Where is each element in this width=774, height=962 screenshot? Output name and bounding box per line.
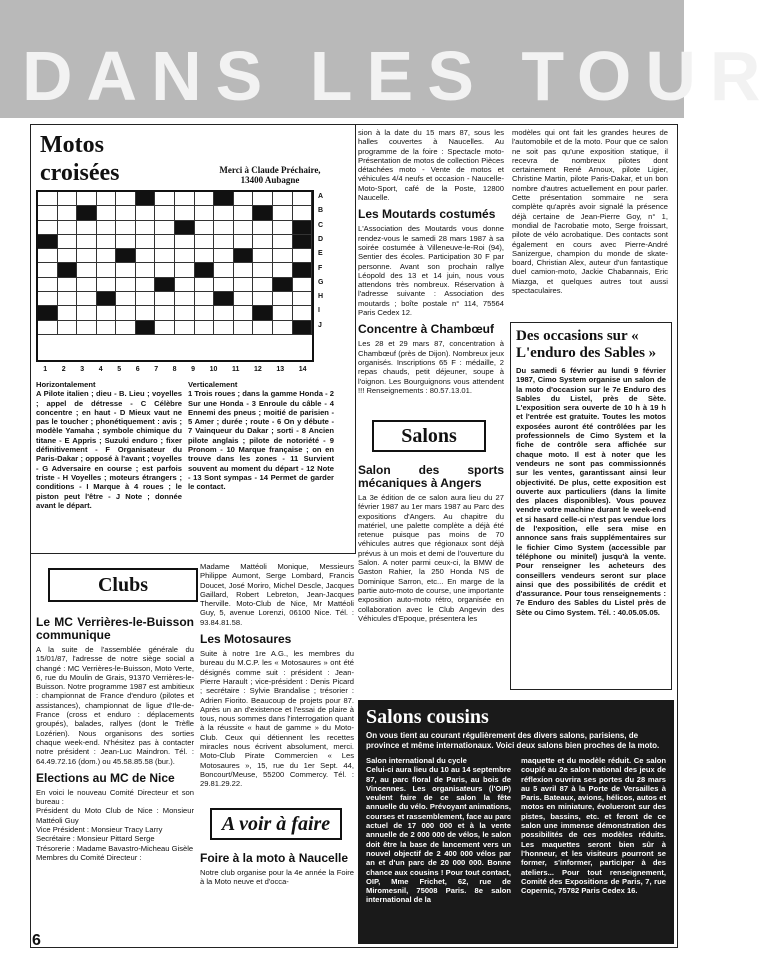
header-banner <box>0 0 774 118</box>
grid-cell <box>38 278 58 292</box>
grid-cell <box>293 321 313 335</box>
col-label: 10 <box>209 366 218 373</box>
row-label: J <box>318 321 322 329</box>
grid-cell <box>116 306 136 320</box>
grid-cell <box>293 278 313 292</box>
occasions-text: Du samedi 6 février au lundi 9 février 1987, Cimo System organise un salon de la moto d'occasion sur le 7e Enduro des Sables du Listel, près de Sète. L'exposition sera ouverte de 10 h à 19 h et l'entrée est gratuite. Toutes les motos exposées auront été contrôlées par les professionnels de Cimo System et la fiche de contrôle sera affichée sur chaque moto. Il est à noter que les vendeurs ne sont pas commissionnés sur les ventes, garantissant ainsi leur objectivité. De plus, cette exposition est ouverte aux particuliers (dans la limite des places disponibles). Vous pouvez vendre votre machine durant le week-end et si hasard celle-ci n'est pas vendue lors de l'exposition, elle sera mise en annonce sans frais supplémentaires sur le fichier Cimo System (accessible par téléphone ou minitel) jusqu'à la vente. Pour renseigner les acheteurs des conseillers vendeurs seront sur place ainsi que des possibilités de crédit et d'assurance. Pour tous renseignements : 7e Enduro des Sables du Listel près de Sète ou Cimo System. Tél. : 40.05.05.05. <box>516 366 666 617</box>
angers-title: Salon des sports mécaniques à Angers <box>358 463 504 490</box>
grid-cell <box>175 292 195 306</box>
grid-cell <box>293 306 313 320</box>
grid-cell <box>77 292 97 306</box>
grid-cell <box>273 263 293 277</box>
grid-cell <box>38 206 58 220</box>
grid-cell <box>155 249 175 263</box>
grid-cell <box>38 249 58 263</box>
motosaures-title: Les Motosaures <box>200 632 292 647</box>
horizontal-clues <box>36 380 182 548</box>
grid-cell <box>77 306 97 320</box>
row-label: E <box>318 250 323 258</box>
row-label: D <box>318 235 324 243</box>
col-label: 2 <box>61 366 66 373</box>
grid-cell <box>273 249 293 263</box>
grid-cell <box>273 321 293 335</box>
col-label: 13 <box>276 366 285 373</box>
crossword-grid <box>36 190 314 362</box>
grid-cell <box>234 292 254 306</box>
col-label: 9 <box>191 366 196 373</box>
grid-cell <box>97 192 117 206</box>
row-label: I <box>318 307 320 315</box>
crossword-col-labels <box>36 366 314 373</box>
grid-cell <box>77 249 97 263</box>
grid-cell <box>155 321 175 335</box>
grid-cell <box>273 306 293 320</box>
grid-cell <box>97 221 117 235</box>
grid-cell <box>195 221 215 235</box>
grid-cell <box>214 263 234 277</box>
grid-cell <box>77 206 97 220</box>
grid-cell <box>175 321 195 335</box>
grid-cell <box>234 221 254 235</box>
grid-cell <box>195 278 215 292</box>
grid-cell <box>234 235 254 249</box>
nice-intro: En voici le nouveau Comité Directeur et son bureau : <box>36 787 194 807</box>
moutards-text: L'Association des Moutards vous donne rendez-vous le samedi 28 mars 1987 à sa soirée costumée à Villeneuve-le-Roi (94), Sentier des écoles. Participation 30 F par personne. Avant son prochain rallye Léopold des 13 et 14 juin, nous vous attendons très nombreux. Réservation à l'adresse suivante : Association des moutards ; boîte postale n° 114, 75564 Paris Cedex 12. <box>358 224 504 318</box>
foire-text: Notre club organise pour la 4e année la Foire à la Moto neuve et d'occa- <box>200 868 354 887</box>
grid-cell <box>273 192 293 206</box>
grid-cell <box>58 221 78 235</box>
grid-cell <box>293 192 313 206</box>
grid-cell <box>58 292 78 306</box>
grid-cell <box>77 263 97 277</box>
nice-line: Vice Président : Monsieur Tracy Larry <box>36 825 163 835</box>
vertical-clues <box>188 380 334 548</box>
grid-cell <box>273 235 293 249</box>
grid-cell <box>273 292 293 306</box>
grid-cell <box>136 306 156 320</box>
grid-cell <box>136 278 156 292</box>
grid-cell <box>97 292 117 306</box>
grid-cell <box>155 192 175 206</box>
grid-cell <box>97 306 117 320</box>
grid-cell <box>253 321 273 335</box>
grid-cell <box>77 235 97 249</box>
grid-cell <box>175 249 195 263</box>
grid-cell <box>175 278 195 292</box>
grid-cell <box>97 263 117 277</box>
col-label: 8 <box>172 366 177 373</box>
foire-title: Foire à la moto à Naucelle <box>200 851 349 865</box>
vertical-heading: Verticalement <box>188 380 238 389</box>
nice-line: Membres du Comité Directeur : <box>36 852 142 862</box>
grid-cell <box>293 263 313 277</box>
grid-cell <box>38 192 58 206</box>
grid-row <box>38 292 312 306</box>
row-label: B <box>318 207 324 215</box>
occasions-box <box>510 322 672 690</box>
nice-line: Président du Moto Club de Nice : Monsieur Mattéoli Guy <box>36 806 194 825</box>
grid-cell <box>58 306 78 320</box>
grid-cell <box>234 192 254 206</box>
grid-cell <box>116 192 136 206</box>
grid-cell <box>38 321 58 335</box>
grid-cell <box>175 235 195 249</box>
clubs-tag: Clubs <box>48 568 198 602</box>
grid-cell <box>77 192 97 206</box>
grid-cell <box>155 292 175 306</box>
grid-row <box>38 249 312 263</box>
grid-cell <box>195 235 215 249</box>
row-label: C <box>318 221 324 229</box>
grid-cell <box>253 221 273 235</box>
grid-cell <box>195 192 215 206</box>
grid-cell <box>253 249 273 263</box>
grid-cell <box>38 292 58 306</box>
grid-cell <box>155 221 175 235</box>
grid-cell <box>136 263 156 277</box>
grid-cell <box>116 235 136 249</box>
grid-cell <box>253 235 273 249</box>
grid-cell <box>97 235 117 249</box>
grid-row <box>38 235 312 249</box>
grid-cell <box>136 292 156 306</box>
grid-cell <box>155 306 175 320</box>
occasions-title: Des occasions sur « L'enduro des Sables » <box>516 328 657 361</box>
grid-cell <box>155 206 175 220</box>
credit-line-1: Merci à Claude Préchaire, <box>219 165 321 175</box>
grid-cell <box>293 292 313 306</box>
col-label: 5 <box>117 366 122 373</box>
grid-cell <box>214 278 234 292</box>
grid-cell <box>155 278 175 292</box>
clubs-column-1 <box>36 610 194 946</box>
maquette-text: maquette et du modèle réduit. Ce salon couplé au 2e salon national des jeux de réflexion ouvrira ses portes du 28 mars au 5 avril 87 à la Porte de Versailles à Paris. Bateaux, avions, hélicos, autos et motos en miniature, évolueront sur des pistes, bassins, etc. et feront de ce salon une immense démonstration des possibilités de ces modèles réduits. Les maquettes seront bien sûr à l'honneur, et les visiteurs pourront se former, s'informer, participer à des ateliers... Pour tout renseignement, Comité des Expositions de Paris, 7, rue Copernic, 75782 Paris Cedex 16. <box>521 756 666 896</box>
grid-row <box>38 206 312 220</box>
grid-cell <box>116 278 136 292</box>
grid-cell <box>195 292 215 306</box>
grid-cell <box>214 249 234 263</box>
grid-row <box>38 321 312 335</box>
grid-cell <box>97 278 117 292</box>
grid-cell <box>58 192 78 206</box>
maquette-column <box>521 756 666 926</box>
grid-cell <box>214 206 234 220</box>
row-label: A <box>318 193 324 200</box>
cycle-column <box>366 756 511 926</box>
foire-continuation: sion à la date du 15 mars 87, sous les halles couvertes à Naucelles. Au programme de la foire : Spectacle moto-Présentation de motos de collection Pièces détachées moto - Vente de motos et véhicules 4/4 neufs et occasion - Naucelle-Moto-Sport, café de la Poste, 12800 Naucelle. <box>358 128 504 203</box>
col-label: 14 <box>298 366 307 373</box>
grid-cell <box>136 221 156 235</box>
cycle-title: Salon international du cycle <box>366 756 467 765</box>
nice-line: Secrétaire : Monsieur Pittard Serge <box>36 834 155 844</box>
grid-cell <box>195 321 215 335</box>
grid-cell <box>155 263 175 277</box>
grid-cell <box>234 306 254 320</box>
grid-cell <box>116 221 136 235</box>
grid-cell <box>38 306 58 320</box>
grid-row <box>38 306 312 320</box>
column-2-angers <box>358 458 504 696</box>
grid-cell <box>253 263 273 277</box>
grid-cell <box>195 249 215 263</box>
grid-cell <box>38 263 58 277</box>
grid-cell <box>97 206 117 220</box>
grid-cell <box>155 235 175 249</box>
crossword-title: Motos <box>40 132 104 158</box>
grid-cell <box>58 235 78 249</box>
grid-cell <box>58 263 78 277</box>
banner-title: DANS LES TOUR <box>22 37 774 115</box>
row-label: G <box>318 278 324 286</box>
grid-cell <box>214 321 234 335</box>
grid-cell <box>77 321 97 335</box>
grid-cell <box>136 249 156 263</box>
grid-row <box>38 192 312 206</box>
grid-row <box>38 278 312 292</box>
grid-cell <box>253 292 273 306</box>
chambeuf-text: Les 28 et 29 mars 87, concentration à Chambœuf (près de Dijon). Nombreux jeux organisés. Inscriptions 65 F : médaille, 2 repas chauds, petit déjeuner, soupe à l'oignon. Les Bourguignons vous attendent !!! Renseignements : 80.57.13.01. <box>358 339 504 395</box>
grid-cell <box>175 221 195 235</box>
grid-cell <box>195 263 215 277</box>
grid-cell <box>293 206 313 220</box>
grid-cell <box>253 306 273 320</box>
clubs-column-2 <box>200 562 354 792</box>
salons-cousins-box <box>358 700 674 944</box>
col-label: 3 <box>80 366 85 373</box>
grid-cell <box>214 306 234 320</box>
grid-cell <box>97 321 117 335</box>
grid-cell <box>234 263 254 277</box>
grid-cell <box>175 192 195 206</box>
grid-cell <box>273 221 293 235</box>
grid-cell <box>253 206 273 220</box>
cycle-text: Celui-ci aura lieu du 10 au 14 septembre 87, au parc floral de Paris, au bois de Vincennes. Les organisateurs (l'OIP) veulent faire de ce salon la fête annuelle du vélo. Prévoyant animations, courses et rassemblement, face au parc actuel de 17 000 000 et à la vente annuelle de 2 000 000 de vélos, le salon doit être la base de lancement vers un nouvel objectif de 2 400 000 vélos par an et d'un parc de 20 000 000. Bonne chance aux cousins ! Pour tout contact, OIP, Mme Frichet, 62, rue de Miromesnil, 75008 Paris. 8e salon international de la <box>366 765 511 905</box>
grid-cell <box>116 292 136 306</box>
nice-line: Trésorerie : Madame Bavastro-Micheau Gisèle <box>36 843 194 853</box>
grid-cell <box>214 192 234 206</box>
voir-tag: A voir à faire <box>210 808 342 840</box>
col-label: 12 <box>254 366 262 373</box>
grid-cell <box>58 278 78 292</box>
col-label: 11 <box>232 366 240 373</box>
column-3-top <box>512 128 668 316</box>
foire-section <box>200 846 354 946</box>
grid-row <box>38 221 312 235</box>
grid-cell <box>116 263 136 277</box>
horizontal-text: A Pilote italien ; dieu - B. Lieu ; voyelles ; appel de détresse - C Célèbre concentre ; en haut - D Mieux vaut ne pas le toucher ; phonétiquement : avis ; modèle Yamaha ; symbole chimique du titane - E Appris ; Suzuki enduro ; fixer définitivement - F Organisateur du Paris-Dakar ; opposé à l'avant ; voyelles - G Adversaire en course ; est parfois triste - H Voyelles ; moteurs étrangers ; conditions - I Marque à 4 roues ; le piston peut l'être - J Note ; donnée avant le départ. <box>36 389 182 510</box>
grid-cell <box>234 278 254 292</box>
crossword-credit <box>200 165 340 185</box>
grid-cell <box>234 206 254 220</box>
verrieres-text: A la suite de l'assemblée générale du 15/01/87, l'adresse de notre siège social a changé : MC Verrières-le-Buisson, Moto Verte, 6, rue du Moulin de Grais, 91370 Verrières-le-Buisson. Notre programme 1987 est ambitieux : championnat de France d'enduro (pilotes et assistances), championnat de ligue d'Ile-de-France (cross et enduro : déplacements groupés), balades, rallyes (dont le Trèfle Lozérien). Nous organisons des sorties chaque week-end. N'hésitez pas à contacter notre président : Jean-Luc Maindron. Tél. : 64.49.72.16 (dom.) ou 45.58.85.58 (bur.). <box>36 645 194 766</box>
grid-cell <box>234 321 254 335</box>
grid-cell <box>214 292 234 306</box>
page-number: 6 <box>32 932 41 949</box>
grid-cell <box>38 221 58 235</box>
moutards-title: Les Moutards costumés <box>358 207 496 222</box>
grid-cell <box>116 249 136 263</box>
grid-cell <box>293 221 313 235</box>
grid-row <box>38 263 312 277</box>
col-label: 4 <box>98 366 103 373</box>
grid-cell <box>77 221 97 235</box>
grid-cell <box>175 206 195 220</box>
grid-cell <box>195 306 215 320</box>
grid-cell <box>136 235 156 249</box>
grid-cell <box>77 278 97 292</box>
crossword-title-2: croisées <box>40 160 120 186</box>
grid-cell <box>234 249 254 263</box>
grid-cell <box>293 249 313 263</box>
row-label: F <box>318 264 323 272</box>
row-label: H <box>318 293 324 301</box>
grid-cell <box>116 321 136 335</box>
vertical-text: 1 Trois roues ; dans la gamme Honda - 2 Sur une Honda - 3 Enroule du câble - 4 Ennemi des pneus ; moitié de parisien - 5 Amer ; durée ; route - 6 On y débute - 7 Vainqueur du Dakar ; sorti - 8 Ancien pilote anglais ; pilote de notoriété - 9 Pronom - 10 Marque française ; on en trouve dans les zones - 11 Survient souvent au moment du départ - 12 Note - 13 Sont sympas - 14 Permet de garder le contact. <box>188 389 334 492</box>
motosaures-text: Suite à notre 1re A.G., les membres du bureau du M.C.P. les « Motosaures » ont été désignés comme suit : président : Jean-Pierre Harault ; vice-président : Denis Picard ; secrétaire : Sylvie Brandalise ; trésorier : Adrien Fiorito. Beaucoup de projets pour 87. Après un an d'existence et l'essai de plaire à tous, nous sommes dans l'interrogation quant à la réussite « haut de gamme » du Moto-Club. Ceux qui détiennent les recettes miracles nous écrivent absolument, merci. Moto-Club Pirate Commercien « Les Motosaures », 15, rue du 1er Sept. 44, Boncourt/Meuse, 55200 Commercy. Tél. : 29.81.29.22. <box>200 649 354 789</box>
grid-cell <box>175 263 195 277</box>
grid-cell <box>195 206 215 220</box>
credit-line-2: 13400 Aubagne <box>240 175 300 185</box>
grid-cell <box>97 249 117 263</box>
horizontal-heading: Horizontalement <box>36 380 96 389</box>
nice-title: Elections au MC de Nice <box>36 770 175 785</box>
grid-cell <box>38 235 58 249</box>
chambeuf-title: Concentre à Chambœuf <box>358 322 495 337</box>
grid-cell <box>58 249 78 263</box>
grid-cell <box>136 206 156 220</box>
grid-cell <box>136 192 156 206</box>
grid-cell <box>253 192 273 206</box>
salons-cousins-title: Salons cousins <box>366 706 489 728</box>
grid-cell <box>58 321 78 335</box>
grid-cell <box>136 321 156 335</box>
verrieres-title: Le MC Verrières-le-Buisson communique <box>36 615 194 642</box>
grid-cell <box>273 278 293 292</box>
col-label: 6 <box>135 366 140 373</box>
grid-cell <box>175 306 195 320</box>
nice-members: Madame Mattéoli Monique, Messieurs Philippe Aumont, Serge Lombard, Francis Doucet, José Moriro, Michel Descle, Jacques Gaillard, Robert Lebreton, Jean-Jacques Therville. Moto-Club de Nice, Mr Mattéoli Guy, 5, avenue Lorenzi, 06100 Nice. Tél. : 93.84.81.58. <box>200 562 354 627</box>
salons-tag: Salons <box>372 420 486 452</box>
grid-cell <box>58 206 78 220</box>
salons-cousins-lead: On vous tient au courant régulièrement des divers salons, parisiens, de province et même internationaux. Voici deux salons bien proches de la moto. <box>366 731 660 750</box>
grid-cell <box>116 206 136 220</box>
angers-text: La 3e édition de ce salon aura lieu du 27 février 1987 au 1er mars 1987 au Parc des expositions d'Angers. Au chapitre du matériel, une palette complète a déjà été retenue puisque pas moins de 70 véhicules autres que régionaux sont déjà prévus à un mois et demi de l'ouverture du Salon. A noter parmi ceux-ci, la BMW de Gaston Rahier, la 250 Honda NS de Dominique Sarron, etc... En marge de la partie auto-moto de course, une importante exposition auto-moto rétro, organisée en collaboration avec le Club Angevin des Véhicules d'Epoque, présentera les <box>358 493 504 623</box>
col-label: 7 <box>154 366 159 373</box>
grid-cell <box>214 221 234 235</box>
grid-cell <box>293 235 313 249</box>
grid-cell <box>214 235 234 249</box>
col-label: 1 <box>43 366 48 373</box>
grid-cell <box>253 278 273 292</box>
grid-cell <box>273 206 293 220</box>
angers-continuation: modèles qui ont fait les grandes heures de l'automobile et de la moto. Pour que ce salon ne soit pas qu'une exposition statique, il recevra de nombreux pilotes dont certainement René Arnoux, pilote Ligier, Christine Martin, pilote Paris-Dakar, et un bon nombre d'autres actuellement en pour parler. Cette présentation sommaire ne sera complète qu'après avoir signalé la présence déjà certaine de Jean-Pierre Goy, n° 1, mondial de l'acrobatie moto, Serge froissart, pilote de vélo acrobatique. Des contacts sont également en cours avec Pierre-André Sanizergue, champion du monde de skate-board, Christian Alex, auteur d'un fantastique duel camion-moto, Jackie Chabannais, Eric Miazga, et quelques autres tout aussi spectaculaires. <box>512 128 668 296</box>
